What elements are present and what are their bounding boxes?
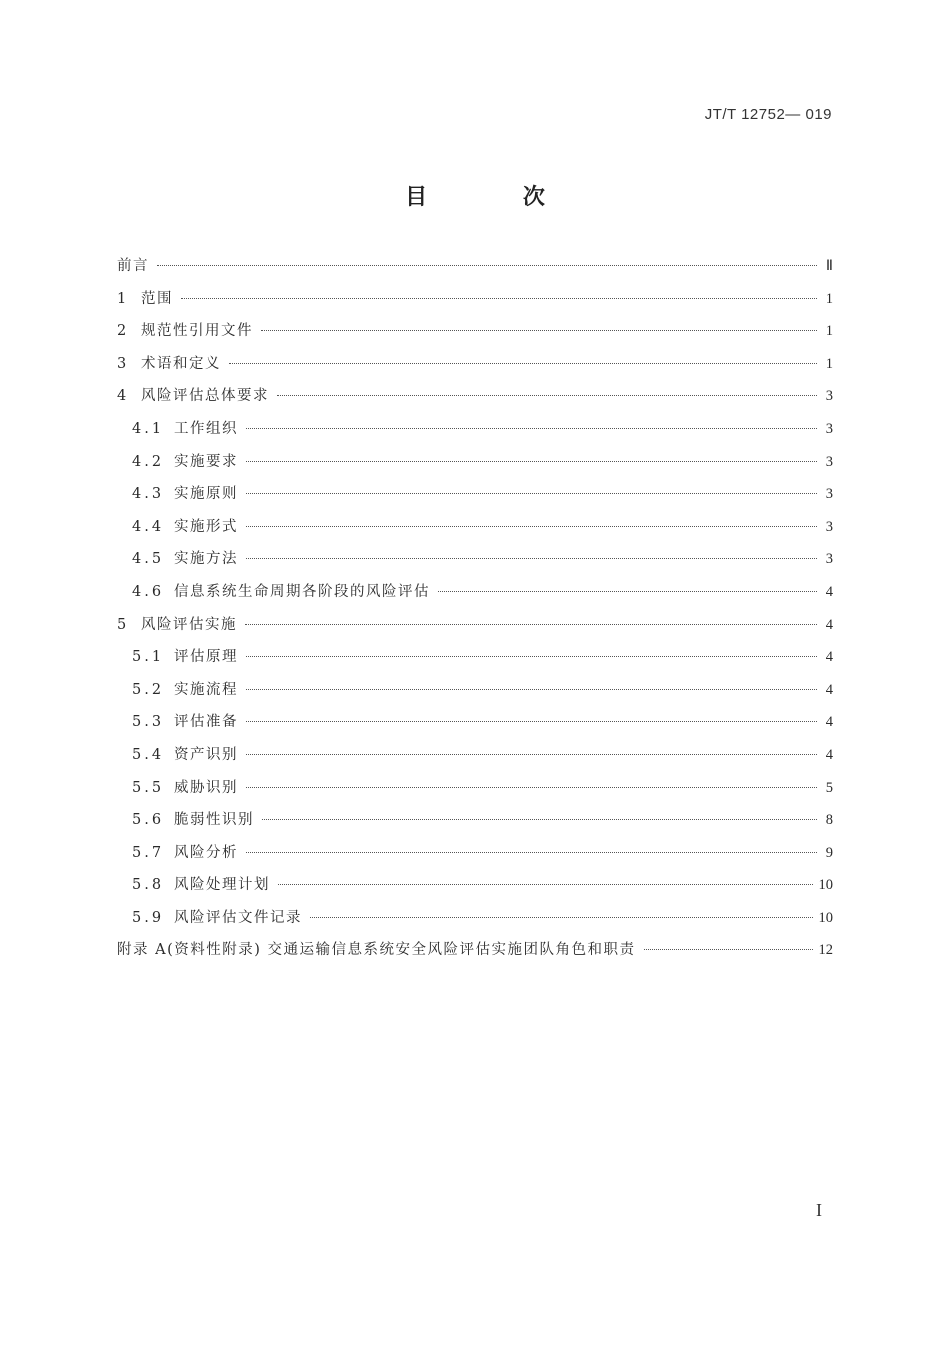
toc-dot-leader [157, 265, 817, 266]
toc-entry-page: 9 [825, 844, 833, 861]
toc-entry-number: 4.3 [132, 486, 165, 503]
table-of-contents [117, 254, 833, 971]
toc-dot-leader [246, 656, 817, 657]
toc-dot-leader [229, 363, 817, 364]
toc-dot-leader [246, 754, 817, 755]
toc-entry[interactable] [117, 482, 833, 515]
toc-entry-label: 风险处理计划 [174, 877, 270, 894]
toc-entry-label: 实施流程 [174, 681, 238, 698]
toc-entry[interactable] [117, 515, 833, 548]
toc-entry[interactable] [117, 873, 833, 906]
toc-entry[interactable] [117, 743, 833, 776]
toc-entry-number: 4 [117, 388, 128, 405]
toc-dot-leader [246, 493, 817, 494]
toc-entry-page: 4 [825, 649, 833, 666]
toc-entry-label: 附录 A(资料性附录) 交通运输信息系统安全风险评估实施团队角色和职责 [117, 942, 636, 959]
toc-dot-leader [245, 624, 817, 625]
toc-entry[interactable] [117, 450, 833, 483]
toc-entry-page: 4 [825, 714, 833, 731]
toc-entry-label: 风险分析 [174, 844, 238, 861]
toc-entry-label: 范围 [141, 290, 173, 307]
toc-entry[interactable] [117, 319, 833, 352]
toc-dot-leader [310, 917, 813, 918]
toc-entry-number: 5.8 [132, 877, 165, 894]
toc-entry[interactable] [117, 547, 833, 580]
toc-dot-leader [438, 591, 817, 592]
toc-entry-page: 4 [825, 681, 833, 698]
toc-entry-number: 5.6 [132, 812, 165, 829]
toc-entry-label: 评估准备 [174, 714, 238, 731]
toc-entry-label: 工作组织 [174, 420, 238, 437]
toc-dot-leader [644, 949, 813, 950]
toc-entry-page: 3 [825, 453, 833, 470]
toc-entry-number: 5.2 [132, 681, 165, 698]
toc-entry-number: 5 [117, 616, 128, 633]
toc-dot-leader [246, 852, 817, 853]
toc-entry[interactable] [117, 287, 833, 320]
toc-entry[interactable] [117, 384, 833, 417]
toc-dot-leader [246, 558, 817, 559]
toc-entry-label: 评估原理 [174, 649, 238, 666]
toc-entry-number: 5.4 [132, 746, 165, 763]
toc-entry-page: 3 [825, 518, 833, 535]
toc-entry-number: 4.2 [132, 453, 165, 470]
toc-entry-page: Ⅱ [825, 258, 833, 274]
toc-entry-number: 4.1 [132, 420, 165, 437]
toc-entry-label: 实施原则 [174, 486, 238, 503]
toc-entry[interactable] [117, 906, 833, 939]
toc-entry-label: 规范性引用文件 [141, 323, 253, 340]
toc-entry-label: 信息系统生命周期各阶段的风险评估 [174, 583, 430, 600]
toc-entry[interactable] [117, 645, 833, 678]
toc-entry[interactable] [117, 776, 833, 809]
toc-entry-page: 3 [825, 420, 833, 437]
toc-entry-number: 4.5 [132, 551, 165, 568]
toc-dot-leader [246, 689, 817, 690]
toc-entry[interactable] [117, 808, 833, 841]
toc-dot-leader [246, 787, 817, 788]
page-number: I [816, 1200, 822, 1220]
toc-entry-label: 实施要求 [174, 453, 238, 470]
toc-entry-number: 3 [117, 355, 128, 372]
toc-dot-leader [246, 526, 817, 527]
toc-entry[interactable] [117, 580, 833, 613]
toc-entry-label: 实施方法 [174, 551, 238, 568]
toc-entry-page: 5 [825, 779, 833, 796]
toc-entry[interactable] [117, 254, 833, 287]
toc-entry[interactable] [117, 841, 833, 874]
toc-entry-label: 威胁识别 [174, 779, 238, 796]
toc-dot-leader [181, 298, 817, 299]
toc-entry-number: 1 [117, 290, 128, 307]
toc-entry-page: 4 [825, 583, 833, 600]
toc-entry-label: 风险评估总体要求 [141, 388, 269, 405]
toc-dot-leader [246, 721, 817, 722]
toc-entry-page: 1 [825, 355, 833, 372]
toc-entry-number: 5.7 [132, 844, 165, 861]
toc-entry-number: 2 [117, 323, 128, 340]
toc-entry[interactable] [117, 710, 833, 743]
toc-entry-page: 3 [825, 486, 833, 503]
document-code: JT/T 12752— 019 [704, 106, 832, 123]
toc-entry[interactable] [117, 938, 833, 971]
toc-entry-number: 4.6 [132, 583, 165, 600]
toc-entry[interactable] [117, 352, 833, 385]
toc-entry-label: 前言 [117, 258, 149, 274]
toc-dot-leader [261, 330, 817, 331]
toc-entry-page: 10 [818, 877, 833, 894]
toc-entry-label: 术语和定义 [141, 355, 221, 372]
toc-entry-page: 4 [825, 616, 833, 633]
page-title: 目 次 [405, 185, 589, 210]
toc-entry-page: 3 [825, 551, 833, 568]
toc-entry-page: 1 [825, 323, 833, 340]
toc-dot-leader [246, 428, 817, 429]
toc-dot-leader [262, 819, 817, 820]
toc-entry-page: 10 [818, 909, 833, 926]
toc-entry-label: 脆弱性识别 [174, 812, 254, 829]
toc-entry-label: 实施形式 [174, 518, 238, 535]
toc-entry-page: 12 [818, 942, 833, 959]
toc-entry-number: 5.3 [132, 714, 165, 731]
toc-entry-label: 风险评估文件记录 [174, 909, 302, 926]
toc-entry-label: 资产识别 [174, 746, 238, 763]
toc-entry[interactable] [117, 678, 833, 711]
toc-dot-leader [277, 395, 817, 396]
toc-entry-page: 1 [825, 290, 833, 307]
toc-entry-label: 风险评估实施 [141, 616, 237, 633]
toc-entry[interactable] [117, 613, 833, 646]
toc-entry-number: 5.5 [132, 779, 165, 796]
toc-entry-page: 8 [825, 812, 833, 829]
toc-entry-number: 5.1 [132, 649, 165, 666]
toc-entry-page: 4 [825, 746, 833, 763]
toc-entry[interactable] [117, 417, 833, 450]
toc-dot-leader [246, 461, 817, 462]
toc-dot-leader [278, 884, 813, 885]
toc-entry-number: 5.9 [132, 909, 165, 926]
toc-entry-page: 3 [825, 388, 833, 405]
toc-entry-number: 4.4 [132, 518, 165, 535]
